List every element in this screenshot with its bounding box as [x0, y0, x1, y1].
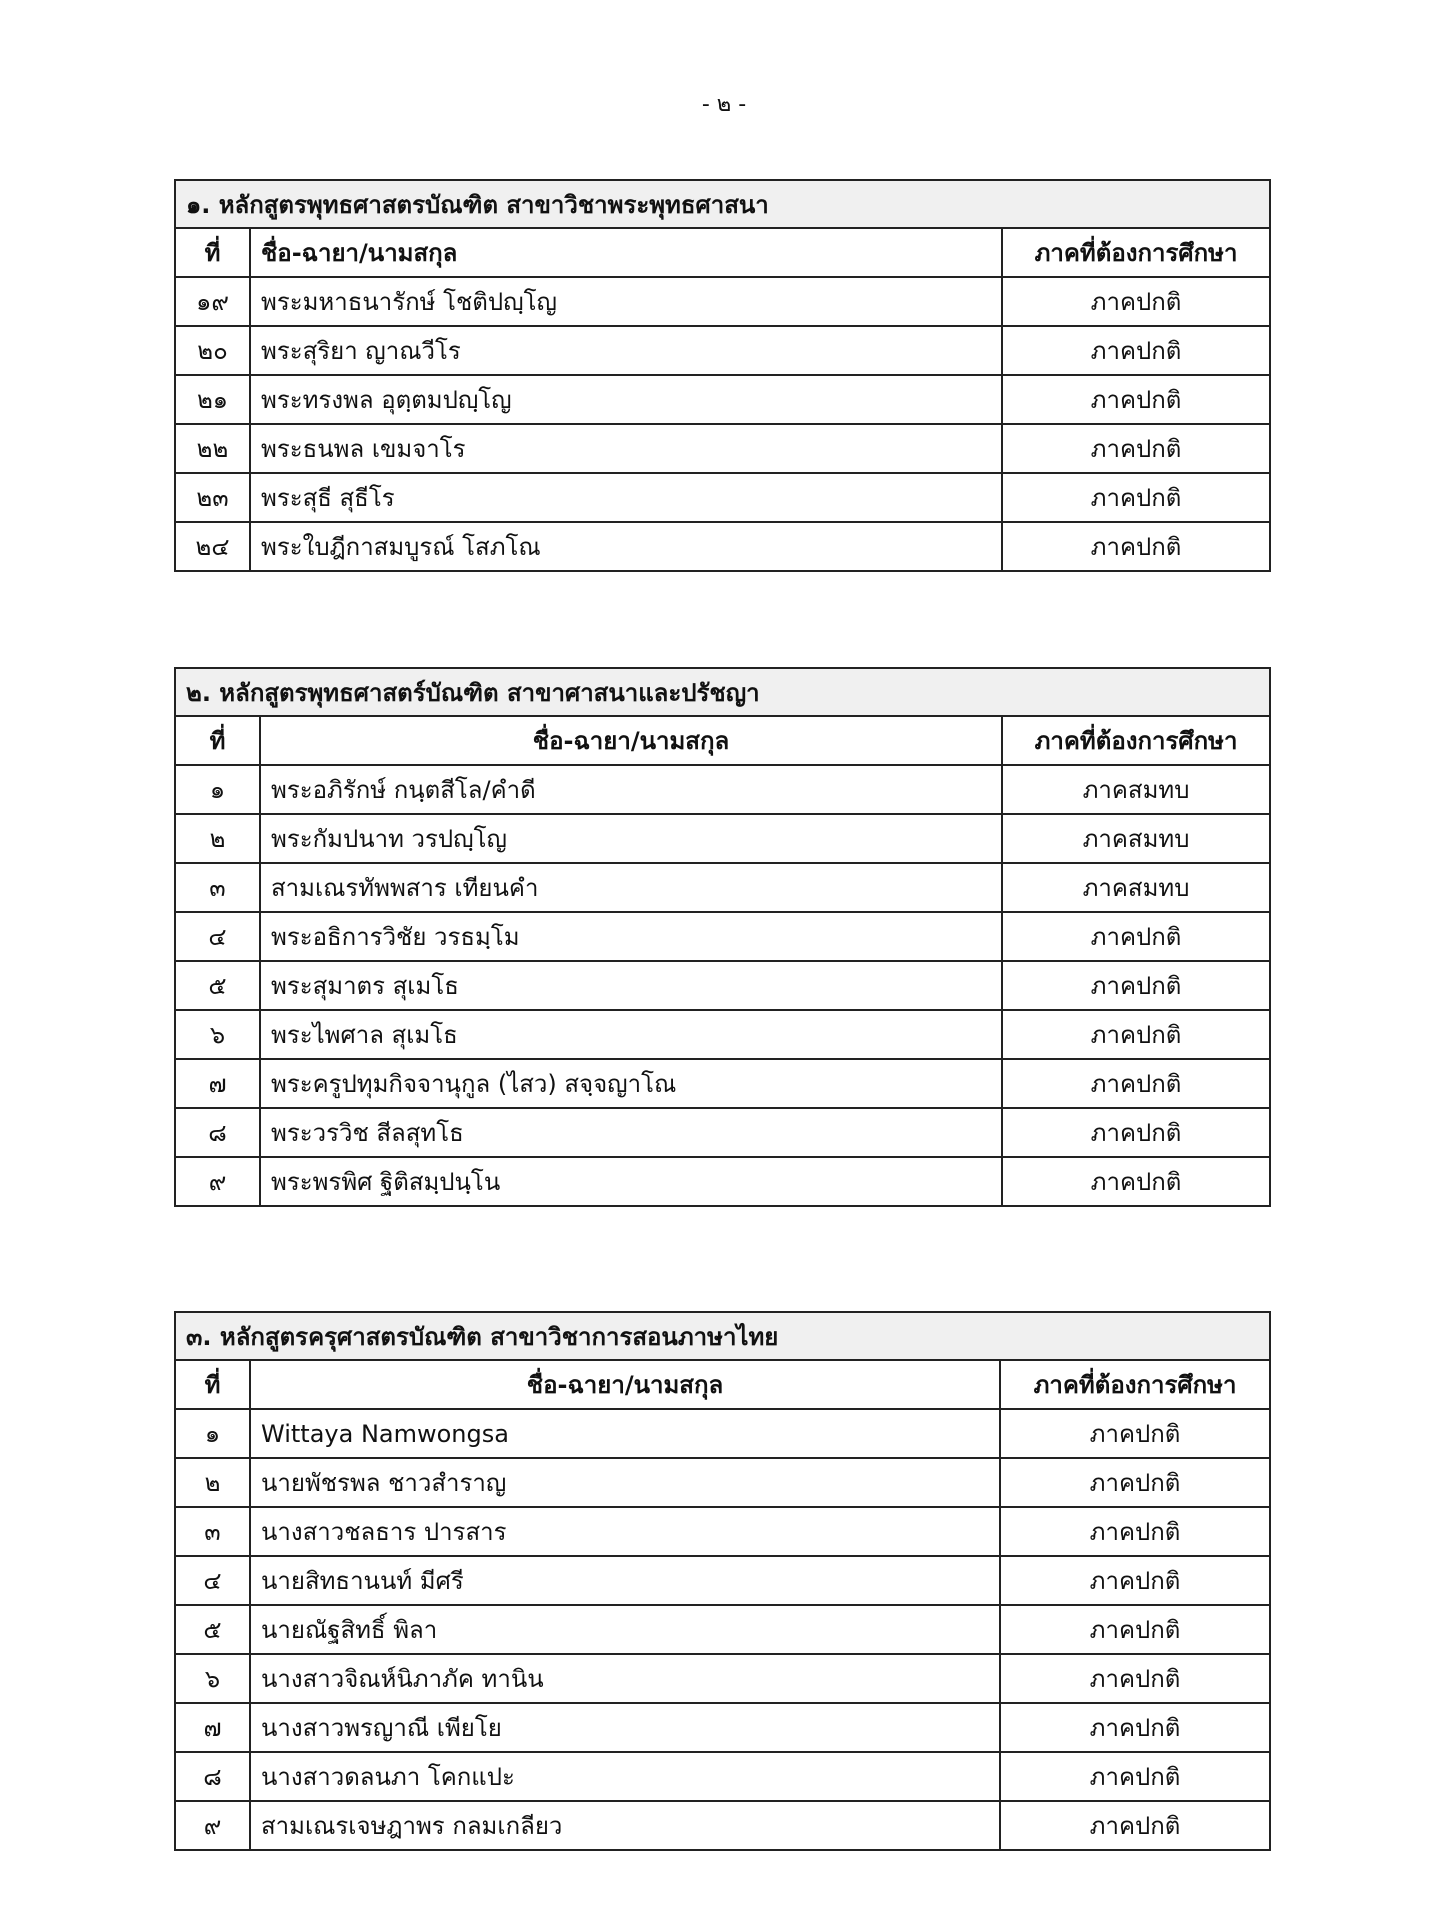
row-semester: ภาคปกติ	[1002, 1157, 1270, 1206]
row-semester: ภาคปกติ	[1000, 1654, 1270, 1703]
row-semester: ภาคสมทบ	[1002, 863, 1270, 912]
row-number: ๑๙	[175, 277, 250, 326]
header-name: ชื่อ-ฉายา/นามสกุล	[250, 1360, 1000, 1409]
row-semester: ภาคปกติ	[1002, 522, 1270, 571]
row-number: ๔	[175, 912, 260, 961]
table-row	[175, 473, 1270, 522]
row-number: ๒	[175, 814, 260, 863]
row-name: พระธนพล เขมจาโร	[250, 424, 1002, 473]
table-row	[175, 522, 1270, 571]
row-semester: ภาคปกติ	[1002, 1059, 1270, 1108]
row-number: ๑	[175, 1409, 250, 1458]
row-number: ๕	[175, 961, 260, 1010]
table-row	[175, 1409, 1270, 1458]
header-name: ชื่อ-ฉายา/นามสกุล	[250, 228, 1002, 277]
row-name: พระใบฎีกาสมบูรณ์ โสภโณ	[250, 522, 1002, 571]
row-name: สามเณรทัพพสาร เทียนคำ	[260, 863, 1002, 912]
row-number: ๒๒	[175, 424, 250, 473]
row-name: นางสาวชลธาร ปารสาร	[250, 1507, 1000, 1556]
table-row	[175, 1654, 1270, 1703]
table-row	[175, 1801, 1270, 1850]
row-semester: ภาคปกติ	[1000, 1752, 1270, 1801]
row-semester: ภาคปกติ	[1000, 1507, 1270, 1556]
row-semester: ภาคปกติ	[1002, 375, 1270, 424]
row-number: ๘	[175, 1752, 250, 1801]
header-no: ที่	[175, 716, 260, 765]
row-semester: ภาคปกติ	[1000, 1605, 1270, 1654]
row-semester: ภาคปกติ	[1002, 473, 1270, 522]
header-semester: ภาคที่ต้องการศึกษา	[1000, 1360, 1270, 1409]
row-semester: ภาคปกติ	[1000, 1703, 1270, 1752]
table-title: ๒. หลักสูตรพุทธศาสตร์บัณฑิต สาขาศาสนาและปรัชญา	[175, 668, 1270, 716]
row-name: สามเณรเจษฎาพร กลมเกลียว	[250, 1801, 1000, 1850]
row-number: ๙	[175, 1157, 260, 1206]
row-number: ๙	[175, 1801, 250, 1850]
row-name: นางสาวจิณห์นิภาภัค ทานิน	[250, 1654, 1000, 1703]
table-3	[174, 1311, 1271, 1851]
row-semester: ภาคปกติ	[1000, 1409, 1270, 1458]
row-number: ๑	[175, 765, 260, 814]
table-title: ๓. หลักสูตรครุศาสตรบัณฑิต สาขาวิชาการสอนภาษาไทย	[175, 1312, 1270, 1360]
table-row	[175, 424, 1270, 473]
row-name: นายณัฐสิทธิ์ พิลา	[250, 1605, 1000, 1654]
table-row	[175, 1010, 1270, 1059]
header-row	[175, 228, 1270, 277]
header-semester: ภาคที่ต้องการศึกษา	[1002, 716, 1270, 765]
row-name: นายสิทธานนท์ มีศรี	[250, 1556, 1000, 1605]
row-name: พระทรงพล อุตฺตมปญฺโญ	[250, 375, 1002, 424]
row-semester: ภาคปกติ	[1002, 1108, 1270, 1157]
row-semester: ภาคปกติ	[1000, 1556, 1270, 1605]
header-name: ชื่อ-ฉายา/นามสกุล	[260, 716, 1002, 765]
row-number: ๓	[175, 1507, 250, 1556]
table-title: ๑. หลักสูตรพุทธศาสตรบัณฑิต สาขาวิชาพระพุทธศาสนา	[175, 180, 1270, 228]
row-semester: ภาคปกติ	[1002, 424, 1270, 473]
row-name: พระอภิรักษ์ กนฺตสีโล/คำดี	[260, 765, 1002, 814]
table-1	[174, 179, 1271, 572]
row-number: ๖	[175, 1010, 260, 1059]
row-name: พระมหาธนารักษ์ โชติปญฺโญ	[250, 277, 1002, 326]
table-row	[175, 863, 1270, 912]
row-name: พระครูปทุมกิจจานุกูล (ไสว) สจฺจญาโณ	[260, 1059, 1002, 1108]
header-semester: ภาคที่ต้องการศึกษา	[1002, 228, 1270, 277]
row-name: นางสาวพรญาณี เพียโย	[250, 1703, 1000, 1752]
header-no: ที่	[175, 1360, 250, 1409]
row-number: ๗	[175, 1059, 260, 1108]
table-2	[174, 667, 1271, 1207]
table-row	[175, 326, 1270, 375]
table-title-row	[175, 668, 1270, 716]
row-semester: ภาคสมทบ	[1002, 765, 1270, 814]
table-row	[175, 1507, 1270, 1556]
table-row	[175, 1752, 1270, 1801]
table-row	[175, 912, 1270, 961]
row-semester: ภาคสมทบ	[1002, 814, 1270, 863]
table-title-row	[175, 1312, 1270, 1360]
row-name: พระวรวิช สีลสุทโธ	[260, 1108, 1002, 1157]
row-name: พระกัมปนาท วรปญฺโญ	[260, 814, 1002, 863]
row-semester: ภาคปกติ	[1002, 326, 1270, 375]
row-name: พระพรพิศ ฐิติสมฺปนฺโน	[260, 1157, 1002, 1206]
row-semester: ภาคปกติ	[1002, 912, 1270, 961]
row-number: ๗	[175, 1703, 250, 1752]
row-number: ๒	[175, 1458, 250, 1507]
row-number: ๓	[175, 863, 260, 912]
table-row	[175, 375, 1270, 424]
row-semester: ภาคปกติ	[1000, 1801, 1270, 1850]
table-row	[175, 1157, 1270, 1206]
table-row	[175, 1605, 1270, 1654]
table-row	[175, 1059, 1270, 1108]
table-row	[175, 1108, 1270, 1157]
row-name: พระสุธี สุธีโร	[250, 473, 1002, 522]
table-row	[175, 765, 1270, 814]
row-semester: ภาคปกติ	[1002, 1010, 1270, 1059]
row-number: ๖	[175, 1654, 250, 1703]
row-number: ๘	[175, 1108, 260, 1157]
row-number: ๕	[175, 1605, 250, 1654]
row-number: ๒๑	[175, 375, 250, 424]
row-number: ๒๓	[175, 473, 250, 522]
row-number: ๒๐	[175, 326, 250, 375]
header-no: ที่	[175, 228, 250, 277]
row-number: ๔	[175, 1556, 250, 1605]
row-name: Wittaya Namwongsa	[250, 1409, 1000, 1458]
row-number: ๒๔	[175, 522, 250, 571]
row-name: พระสุมาตร สุเมโธ	[260, 961, 1002, 1010]
table-row	[175, 1556, 1270, 1605]
row-semester: ภาคปกติ	[1000, 1458, 1270, 1507]
table-row	[175, 814, 1270, 863]
header-row	[175, 1360, 1270, 1409]
table-row	[175, 1458, 1270, 1507]
row-name: พระอธิการวิชัย วรธมฺโม	[260, 912, 1002, 961]
table-row	[175, 1703, 1270, 1752]
row-name: นายพัชรพล ชาวสำราญ	[250, 1458, 1000, 1507]
page-number: - ๒ -	[701, 92, 747, 117]
row-name: พระไพศาล สุเมโธ	[260, 1010, 1002, 1059]
header-row	[175, 716, 1270, 765]
row-semester: ภาคปกติ	[1002, 277, 1270, 326]
table-row	[175, 961, 1270, 1010]
row-semester: ภาคปกติ	[1002, 961, 1270, 1010]
table-row	[175, 277, 1270, 326]
row-name: นางสาวดลนภา โคกแปะ	[250, 1752, 1000, 1801]
row-name: พระสุริยา ญาณวีโร	[250, 326, 1002, 375]
table-title-row	[175, 180, 1270, 228]
